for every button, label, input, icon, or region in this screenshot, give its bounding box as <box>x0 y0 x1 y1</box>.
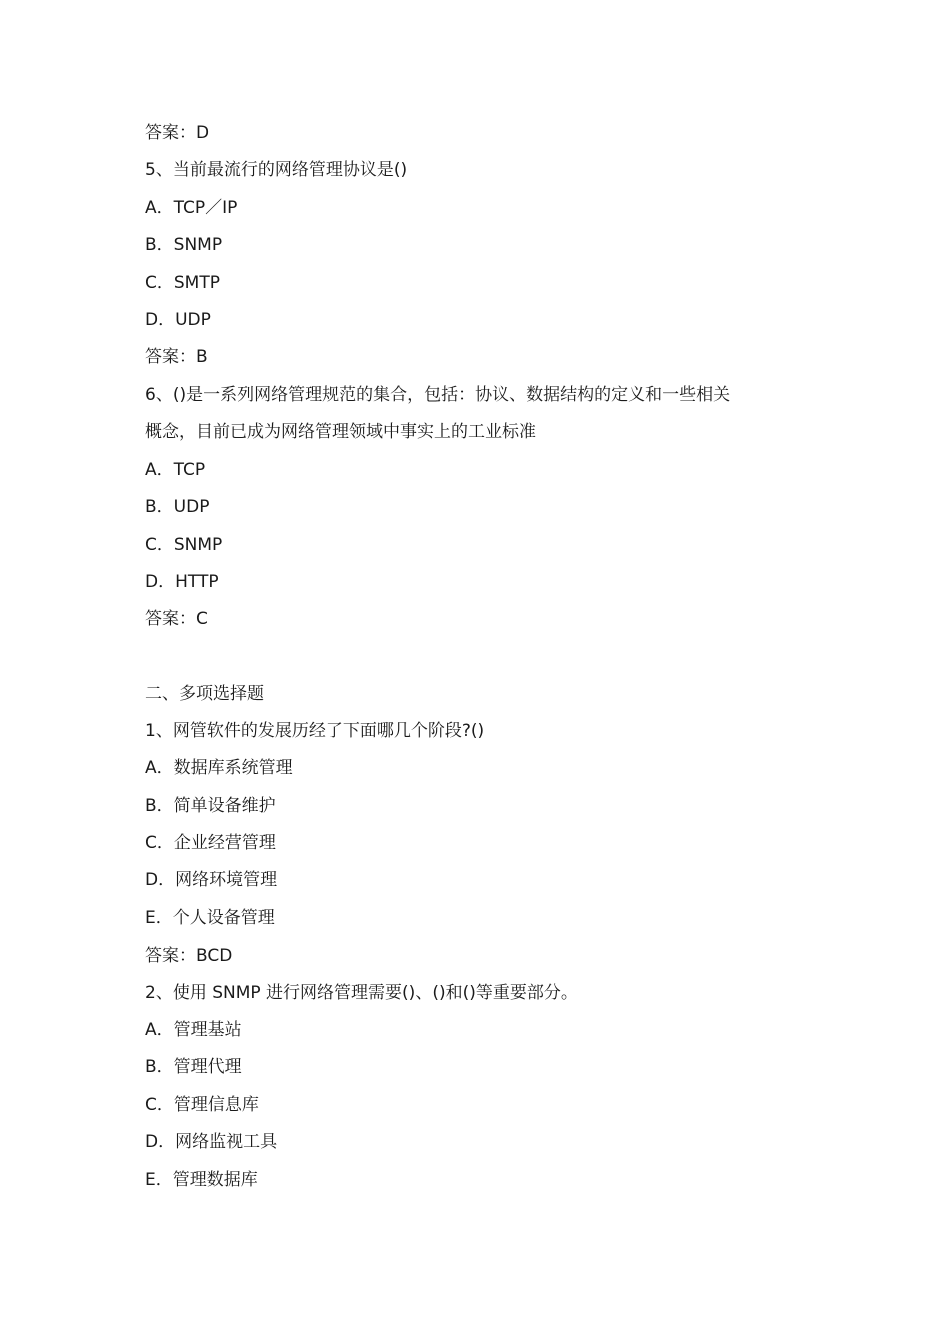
option-line: D．网络监视工具 <box>145 1132 278 1152</box>
answer-line: 答案：BCD <box>145 946 233 966</box>
option-line: D．HTTP <box>145 572 219 592</box>
answer-line: 答案：B <box>145 347 208 367</box>
option-line: B．简单设备维护 <box>145 796 276 816</box>
option-line: A．TCP <box>145 460 206 480</box>
question-line: 5、当前最流行的网络管理协议是() <box>145 160 408 180</box>
option-line: B．SNMP <box>145 235 223 255</box>
option-line: E．管理数据库 <box>145 1170 258 1190</box>
question-line-continued: 概念，目前已成为网络管理领域中事实上的工业标准 <box>145 422 536 442</box>
answer-line: 答案：D <box>145 123 210 143</box>
option-line: C．SNMP <box>145 535 223 555</box>
option-line: C．管理信息库 <box>145 1095 259 1115</box>
question-line: 2、使用 SNMP 进行网络管理需要()、()和()等重要部分。 <box>145 983 578 1003</box>
option-line: C．企业经营管理 <box>145 833 276 853</box>
option-line: A．数据库系统管理 <box>145 758 293 778</box>
question-line: 6、()是一系列网络管理规范的集合，包括：协议、数据结构的定义和一些相关 <box>145 385 731 405</box>
section-heading: 二、多项选择题 <box>145 684 264 704</box>
question-line: 1、网管软件的发展历经了下面哪几个阶段?() <box>145 721 485 741</box>
answer-line: 答案：C <box>145 609 208 629</box>
option-line: D．UDP <box>145 310 211 330</box>
option-line: A．TCP／IP <box>145 198 238 218</box>
option-line: B．管理代理 <box>145 1057 242 1077</box>
option-line: C．SMTP <box>145 273 220 293</box>
option-line: B．UDP <box>145 497 210 517</box>
option-line: D．网络环境管理 <box>145 870 278 890</box>
option-line: A．管理基站 <box>145 1020 242 1040</box>
option-line: E．个人设备管理 <box>145 908 275 928</box>
